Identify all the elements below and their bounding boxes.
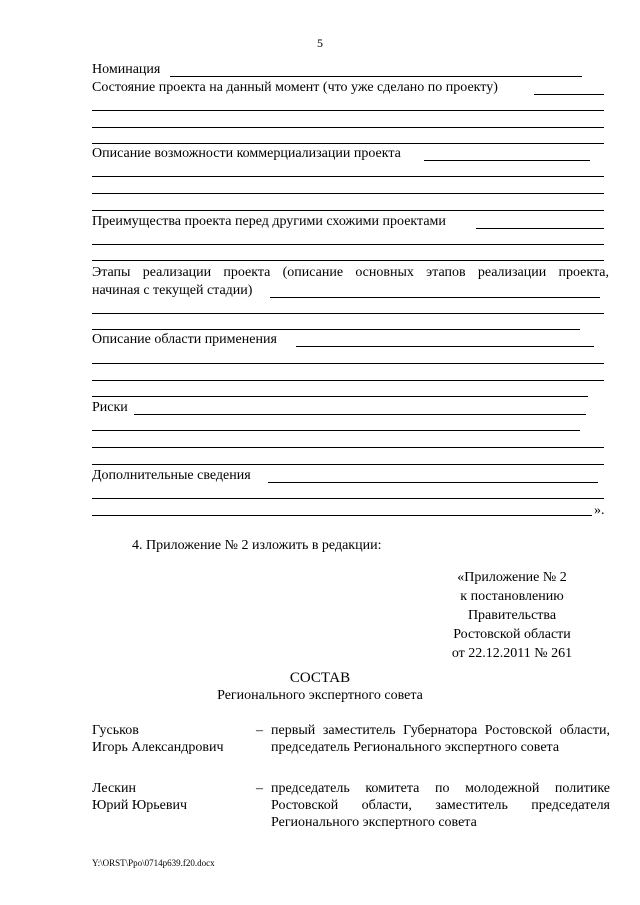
blank-line (92, 329, 580, 330)
field-commercialization-line (424, 160, 590, 161)
blank-line (92, 396, 588, 397)
member-given-name: Юрий Юрьевич (92, 798, 188, 813)
member-given-name: Игорь Александрович (92, 740, 224, 755)
field-risks-line (134, 414, 586, 415)
blank-line (92, 313, 604, 314)
member-dash: – (256, 723, 263, 738)
field-advantages-line (476, 228, 604, 229)
appendix-line: «Приложение № 2 (457, 570, 567, 585)
member-dash: – (256, 781, 263, 796)
appendix-line: к постановлению (460, 589, 564, 604)
clause-text: 4. Приложение № 2 изложить в редакции: (132, 538, 382, 553)
field-additional-label: Дополнительные сведения (92, 468, 251, 483)
field-advantages-label: Преимущества проекта перед другими схожими проектами (92, 214, 446, 229)
blank-line (92, 193, 604, 194)
appendix-line: Правительства (467, 608, 557, 623)
closing-quote: ». (594, 503, 605, 518)
field-stages-label-line1: Этапы реализации проекта (описание основных этапов реализации проекта, (92, 265, 609, 280)
field-status-label: Состояние проекта на данный момент (что уже сделано по проекту) (92, 80, 498, 95)
field-status-line (534, 94, 604, 95)
member-name (92, 722, 224, 756)
field-nomination-label: Номинация (92, 62, 161, 77)
appendix-reference (442, 568, 582, 663)
blank-line (92, 380, 604, 381)
field-application-line (296, 346, 594, 347)
field-risks-label: Риски (92, 400, 128, 415)
document-subheading: Регионального экспертного совета (217, 688, 423, 703)
member-surname: Лескин (92, 781, 136, 796)
member-role: председатель комитета по молодежной политике Ростовской области, заместитель председателя Регионального экспертного совета (271, 781, 610, 830)
blank-line (92, 176, 604, 177)
member-surname: Гуськов (92, 723, 139, 738)
blank-line (92, 210, 604, 211)
field-stages-label-line2: начиная с текущей стадии) (92, 283, 253, 298)
page-number: 5 (317, 36, 323, 50)
appendix-line: Ростовской области (453, 627, 571, 642)
blank-line (92, 498, 604, 499)
blank-line (92, 515, 592, 516)
field-stages-line (270, 297, 600, 298)
member-role: первый заместитель Губернатора Ростовской области, председатель Регионального экспертного совета (271, 723, 610, 755)
blank-line (92, 363, 604, 364)
blank-line (92, 430, 580, 431)
field-commercialization-label: Описание возможности коммерциализации проекта (92, 146, 401, 161)
blank-line (92, 143, 604, 144)
blank-line (92, 260, 604, 261)
member-name (92, 780, 187, 814)
blank-line (92, 127, 604, 128)
appendix-line: от 22.12.2011 № 261 (451, 646, 573, 661)
field-nomination-line (170, 76, 582, 77)
blank-line (92, 110, 604, 111)
document-heading: СОСТАВ (289, 670, 351, 686)
blank-line (92, 244, 604, 245)
field-additional-line (268, 482, 598, 483)
field-application-label: Описание области применения (92, 332, 277, 347)
file-path-footer: Y:\ORST\Ppo\0714p639.f20.docx (92, 858, 215, 868)
blank-line (92, 447, 604, 448)
blank-line (92, 464, 604, 465)
